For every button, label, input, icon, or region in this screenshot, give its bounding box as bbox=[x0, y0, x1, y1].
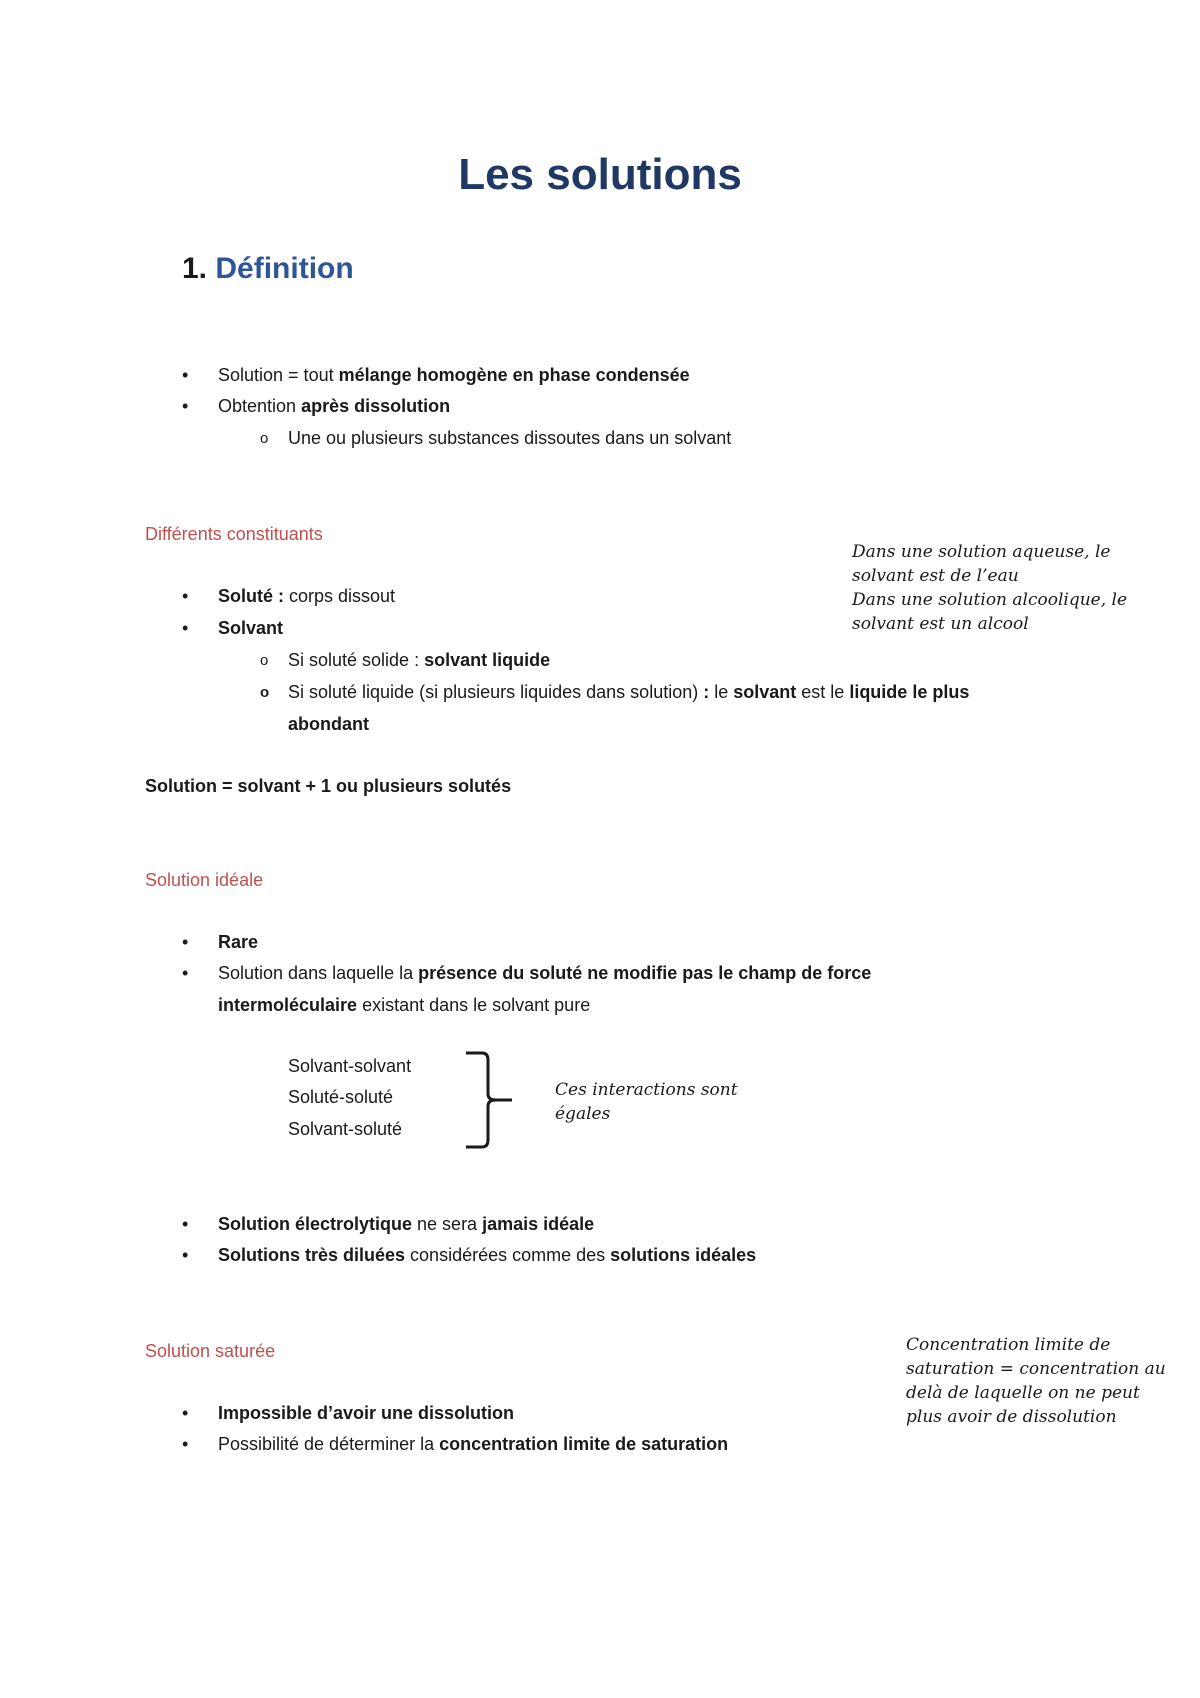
sub-bullet-marker: o bbox=[260, 652, 269, 669]
ideal-electrolytic: Solution électrolytique ne sera jamais idéale bbox=[218, 1214, 595, 1234]
ideal-definition: Solution dans laquelle la présence du soluté ne modifie pas le champ de force bbox=[218, 963, 872, 983]
side-note-saturation: Concentration limite de saturation = concentration au delà de laquelle on ne peut plus avoir de dissolution bbox=[906, 1335, 1166, 1427]
constituent-solvent: Solvant bbox=[218, 618, 284, 638]
bullet-marker: • bbox=[182, 1403, 189, 1423]
saturated-bullet-1: Impossible d’avoir une dissolution bbox=[218, 1403, 515, 1423]
bullet-marker: • bbox=[182, 618, 189, 638]
bullet-marker: • bbox=[182, 1434, 189, 1454]
page-title: Les solutions bbox=[458, 150, 742, 199]
section-heading-definition bbox=[182, 252, 354, 286]
interaction-2: Soluté-soluté bbox=[288, 1087, 394, 1107]
subheading-saturated: Solution saturée bbox=[145, 1341, 276, 1361]
ideal-definition-cont: intermoléculaire existant dans le solvant pure bbox=[218, 995, 591, 1015]
bullet-marker: • bbox=[182, 963, 189, 983]
definition-sub-bullet: Une ou plusieurs substances dissoutes dans un solvant bbox=[288, 428, 732, 448]
ideal-diluted: Solutions très diluées considérées comme des solutions idéales bbox=[218, 1245, 757, 1265]
interaction-3: Solvant-soluté bbox=[288, 1119, 403, 1139]
bullet-marker: • bbox=[182, 365, 189, 385]
section-number: 1. bbox=[182, 252, 208, 285]
bullet-marker: • bbox=[182, 1245, 189, 1265]
side-note-solvent: Dans une solution aqueuse, le solvant est de l’eau Dans une solution alcoolique, le solvant est un alcool bbox=[852, 542, 1128, 634]
solvent-sub-1: Si soluté solide : solvant liquide bbox=[288, 650, 551, 670]
section-title: Définition bbox=[215, 252, 354, 285]
interaction-1: Solvant-solvant bbox=[288, 1056, 412, 1076]
bullet-marker: • bbox=[182, 396, 189, 416]
sub-bullet-marker: o bbox=[260, 430, 269, 447]
constituent-solute: Soluté : corps dissout bbox=[218, 586, 396, 606]
interactions-note: Ces interactions sont égales bbox=[555, 1080, 738, 1124]
subheading-ideal: Solution idéale bbox=[145, 870, 264, 890]
saturated-bullet-2: Possibilité de déterminer la concentration limite de saturation bbox=[218, 1434, 729, 1454]
bullet-marker: • bbox=[182, 1214, 189, 1234]
solution-formula: Solution = solvant + 1 ou plusieurs solutés bbox=[145, 776, 512, 796]
bullet-marker: • bbox=[182, 586, 189, 606]
definition-bullet-2: Obtention après dissolution bbox=[218, 396, 451, 416]
bullet-marker: • bbox=[182, 932, 189, 952]
subheading-constituents: Différents constituants bbox=[145, 524, 323, 544]
ideal-rare: Rare bbox=[218, 932, 259, 952]
definition-bullet-1: Solution = tout mélange homogène en phase condensée bbox=[218, 365, 690, 385]
curly-brace-icon bbox=[462, 1050, 518, 1150]
solvent-sub-2-cont: abondant bbox=[288, 714, 369, 734]
solvent-sub-2: Si soluté liquide (si plusieurs liquides dans solution) : le solvant est le liquide le plus bbox=[288, 682, 970, 702]
sub-bullet-marker: o bbox=[260, 684, 270, 701]
